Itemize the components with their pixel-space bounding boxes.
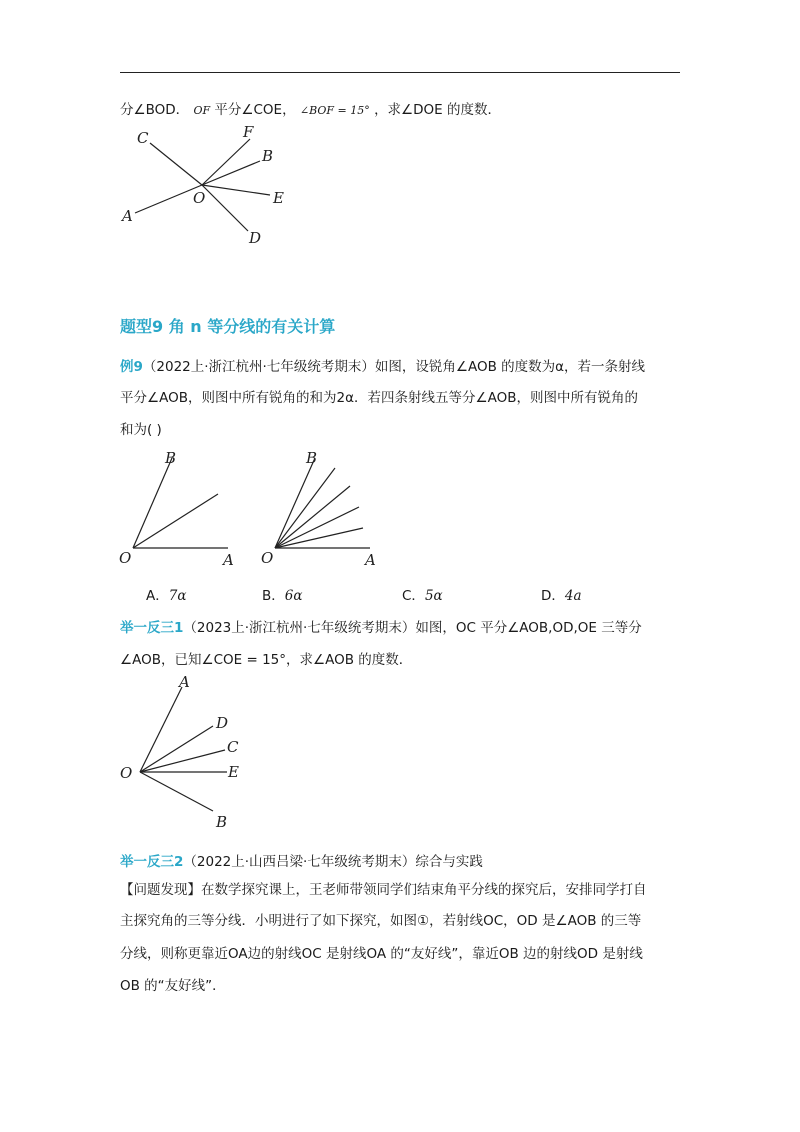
ray-of: OF bbox=[193, 104, 211, 117]
practice-tag: 举一反三2 bbox=[120, 854, 184, 870]
ray-oa bbox=[135, 185, 202, 213]
practice1-line1: 举一反三1（2023上·浙江杭州·七年级统考期末）如图，OC 平分∠AOB,OD,OE 三等分 bbox=[120, 620, 642, 636]
label-b: B bbox=[165, 449, 177, 467]
label-a: A bbox=[223, 551, 234, 569]
label-b: B bbox=[216, 813, 228, 831]
practice2-line1: 举一反三2（2022上·山西吕梁·七年级统考期末）综合与实践 bbox=[120, 854, 483, 870]
label-f: F bbox=[243, 123, 254, 141]
section-heading: 题型9 角 n 等分线的有关计算 bbox=[120, 317, 336, 336]
practice2-line4: 分线，则称更靠近OA边的射线OC 是射线OA 的“友好线”，靠近OB 边的射线OD 是射线 bbox=[120, 946, 643, 962]
practice-tag: 举一反三1 bbox=[120, 620, 184, 636]
angle-bof: ∠BOF = 15° bbox=[299, 104, 370, 117]
practice2-line3: 主探究角的三等分线．小明进行了如下探究，如图①，若射线OC，OD 是∠AOB 的三等 bbox=[120, 913, 642, 929]
label-d: D bbox=[249, 229, 262, 247]
label-a: A bbox=[122, 207, 133, 225]
figure-adceb bbox=[115, 670, 265, 835]
label-o: O bbox=[119, 549, 132, 567]
figure-bisector bbox=[115, 448, 245, 573]
ray-of bbox=[202, 139, 250, 185]
option-b[interactable]: B．6α bbox=[262, 588, 303, 604]
ray-oe bbox=[202, 185, 270, 195]
label-b: B bbox=[262, 147, 274, 165]
figure-rays-cfboead bbox=[115, 125, 315, 250]
option-c[interactable]: C．5α bbox=[402, 588, 443, 604]
label-e: E bbox=[228, 763, 239, 781]
ray-od bbox=[202, 185, 248, 231]
practice2-line2: 【问题发现】在数学探究课上，王老师带领同学们结束角平分线的探究后，安排同学打自 bbox=[120, 882, 647, 898]
figure-five-equal-parts bbox=[255, 448, 385, 573]
ray-oc bbox=[150, 143, 202, 185]
label-o: O bbox=[193, 189, 206, 207]
option-d[interactable]: D．4a bbox=[541, 588, 582, 604]
problem-text-line: 分∠BOD． OF 平分∠COE， ∠BOF = 15° ，求∠DOE 的度数． bbox=[120, 102, 502, 118]
ray-ob bbox=[202, 161, 260, 185]
example9-line1: 例9（2022上·浙江杭州·七年级统考期末）如图，设锐角∠AOB 的度数为α，若一条射线 bbox=[120, 359, 646, 375]
label-e: E bbox=[273, 189, 284, 207]
label-c: C bbox=[137, 129, 149, 147]
option-a[interactable]: A．7α bbox=[146, 588, 187, 604]
label-a: A bbox=[179, 673, 190, 691]
example9-line2: 平分∠AOB，则图中所有锐角的和为2α．若四条射线五等分∠AOB，则图中所有锐角的 bbox=[120, 390, 638, 406]
label-b: B bbox=[306, 449, 318, 467]
label-o: O bbox=[261, 549, 274, 567]
practice2-line5: OB 的“友好线”． bbox=[120, 978, 226, 994]
label-a: A bbox=[365, 551, 376, 569]
example-tag: 例9 bbox=[120, 359, 143, 375]
practice1-line2: ∠AOB，已知∠COE = 15°，求∠AOB 的度数． bbox=[120, 652, 413, 668]
header-rule bbox=[120, 72, 680, 73]
label-d: D bbox=[216, 714, 229, 732]
label-c: C bbox=[227, 738, 239, 756]
label-o: O bbox=[120, 764, 133, 782]
example9-line3: 和为( ) bbox=[120, 422, 162, 438]
